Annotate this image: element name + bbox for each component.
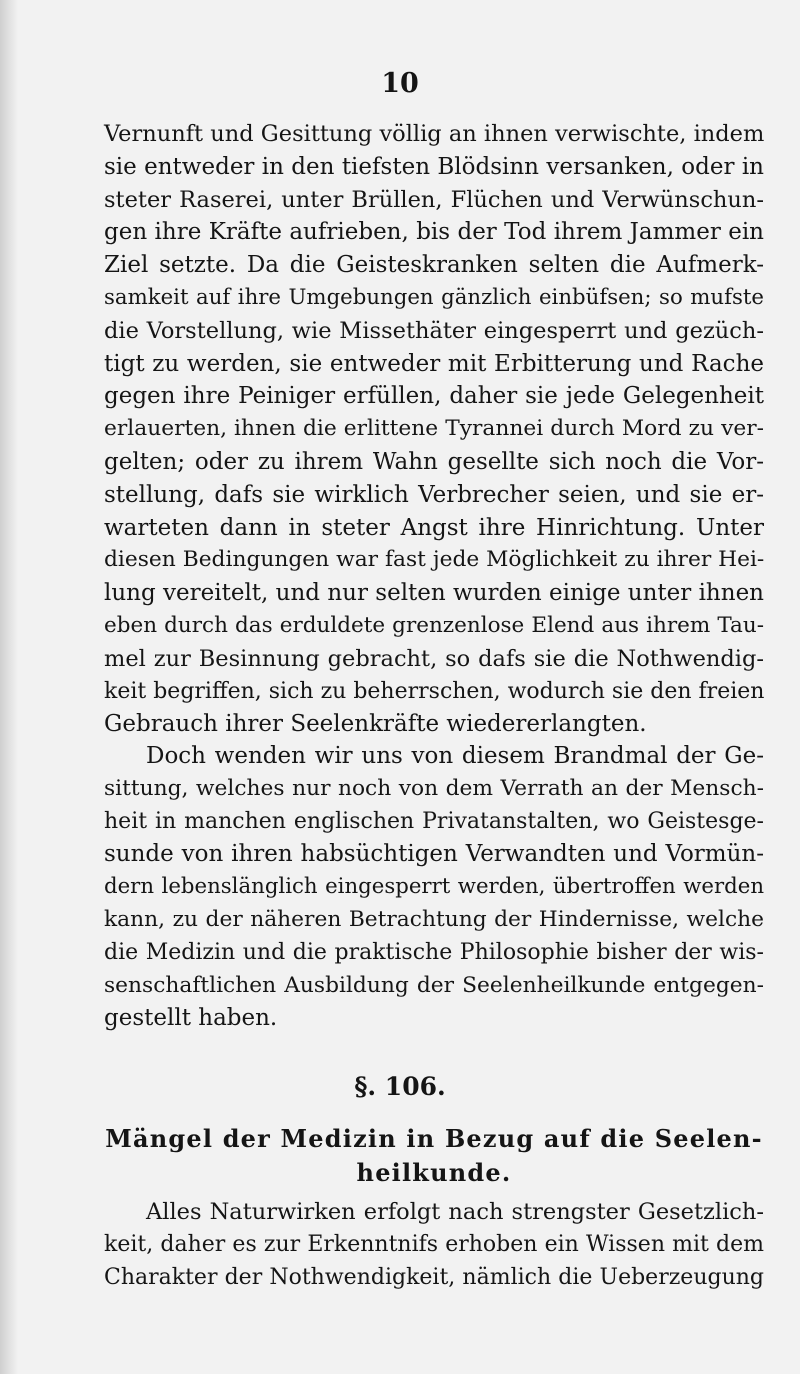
text-line: Vernunft und Gesittung völlig an ihnen verwischte, indem xyxy=(104,121,765,147)
text-line: lung vereitelt, und nur selten wurden einige unter ihnen xyxy=(104,580,764,607)
text-line: Doch wenden wir uns von diesem Brandmal der Ge- xyxy=(146,743,764,769)
paragraph-2 xyxy=(104,740,764,1035)
section-title-line: Mängel der Medizin in Bezug auf die Seelen- xyxy=(105,1124,763,1153)
page-number: 10 xyxy=(381,68,419,99)
text-line: gestellt haben. xyxy=(104,1005,278,1032)
text-line: tigt zu werden, sie entweder mit Erbitterung und Rache xyxy=(104,350,764,377)
text-line: eben durch das erduldete grenzenlose Elend aus ihrem Tau- xyxy=(104,612,764,638)
text-line: gen ihre Kräfte aufrieben, bis der Tod ihrem Jammer ein xyxy=(104,219,764,246)
text-line: sunde von ihren habsüchtigen Verwandten und Vormün- xyxy=(104,841,764,868)
text-line: Alles Naturwirken erfolgt nach strengster Gesetzlich- xyxy=(146,1199,764,1225)
text-line: heit in manchen englischen Privatanstalten, wo Geistesge- xyxy=(104,808,764,834)
text-line: diesen Bedingungen war fast jede Möglichkeit zu ihrer Hei- xyxy=(104,547,765,573)
text-line: samkeit auf ihre Umgebungen gänzlich einbüfsen; so mufste xyxy=(104,284,764,310)
text-line: gelten; oder zu ihrem Wahn gesellte sich noch die Vor- xyxy=(104,448,764,475)
text-line: steter Raserei, unter Brüllen, Flüchen und Verwünschun- xyxy=(104,186,764,213)
section-title xyxy=(104,1122,764,1190)
text-line: sie entweder in den tiefsten Blödsinn versanken, oder in xyxy=(104,153,764,180)
paragraph-1 xyxy=(104,118,764,741)
text-line: dern lebenslänglich eingesperrt werden, übertroffen werden xyxy=(104,874,764,900)
paragraph-3 xyxy=(104,1196,764,1294)
text-line: gegen ihre Peiniger erfüllen, daher sie jede Gelegenheit xyxy=(104,383,764,410)
text-line: Charakter der Nothwendigkeit, nämlich die Ueberzeugung xyxy=(104,1264,764,1290)
text-line: sittung, welches nur noch von dem Verrath an der Mensch- xyxy=(104,775,764,801)
text-line: die Vorstellung, wie Missethäter eingesperrt und gezüch- xyxy=(104,317,764,344)
section-number: §. 106. xyxy=(354,1072,446,1101)
text-line: kann, zu der näheren Betrachtung der Hindernisse, welche xyxy=(104,906,764,932)
text-line: erlauerten, ihnen die erlittene Tyrannei durch Mord zu ver- xyxy=(104,416,764,442)
text-line: warteten dann in steter Angst ihre Hinrichtung. Unter xyxy=(104,514,764,541)
text-line: stellung, dafs sie wirklich Verbrecher seien, und sie er- xyxy=(104,481,764,508)
text-line: senschaftlichen Ausbildung der Seelenheilkunde entgegen- xyxy=(104,972,764,998)
section-title-line: heilkunde. xyxy=(356,1158,512,1187)
text-line: Ziel setzte. Da die Geisteskranken selten die Aufmerk- xyxy=(104,252,764,279)
text-line: mel zur Besinnung gebracht, so dafs sie die Nothwendig- xyxy=(104,645,764,672)
text-line: die Medizin und die praktische Philosophie bisher der wis- xyxy=(104,939,764,965)
text-line: keit, daher es zur Erkenntnifs erhoben ein Wissen mit dem xyxy=(104,1231,764,1257)
text-line: Gebrauch ihrer Seelenkräfte wiedererlangten. xyxy=(104,711,647,738)
text-line: keit begriffen, sich zu beherrschen, wodurch sie den freien xyxy=(104,678,765,704)
